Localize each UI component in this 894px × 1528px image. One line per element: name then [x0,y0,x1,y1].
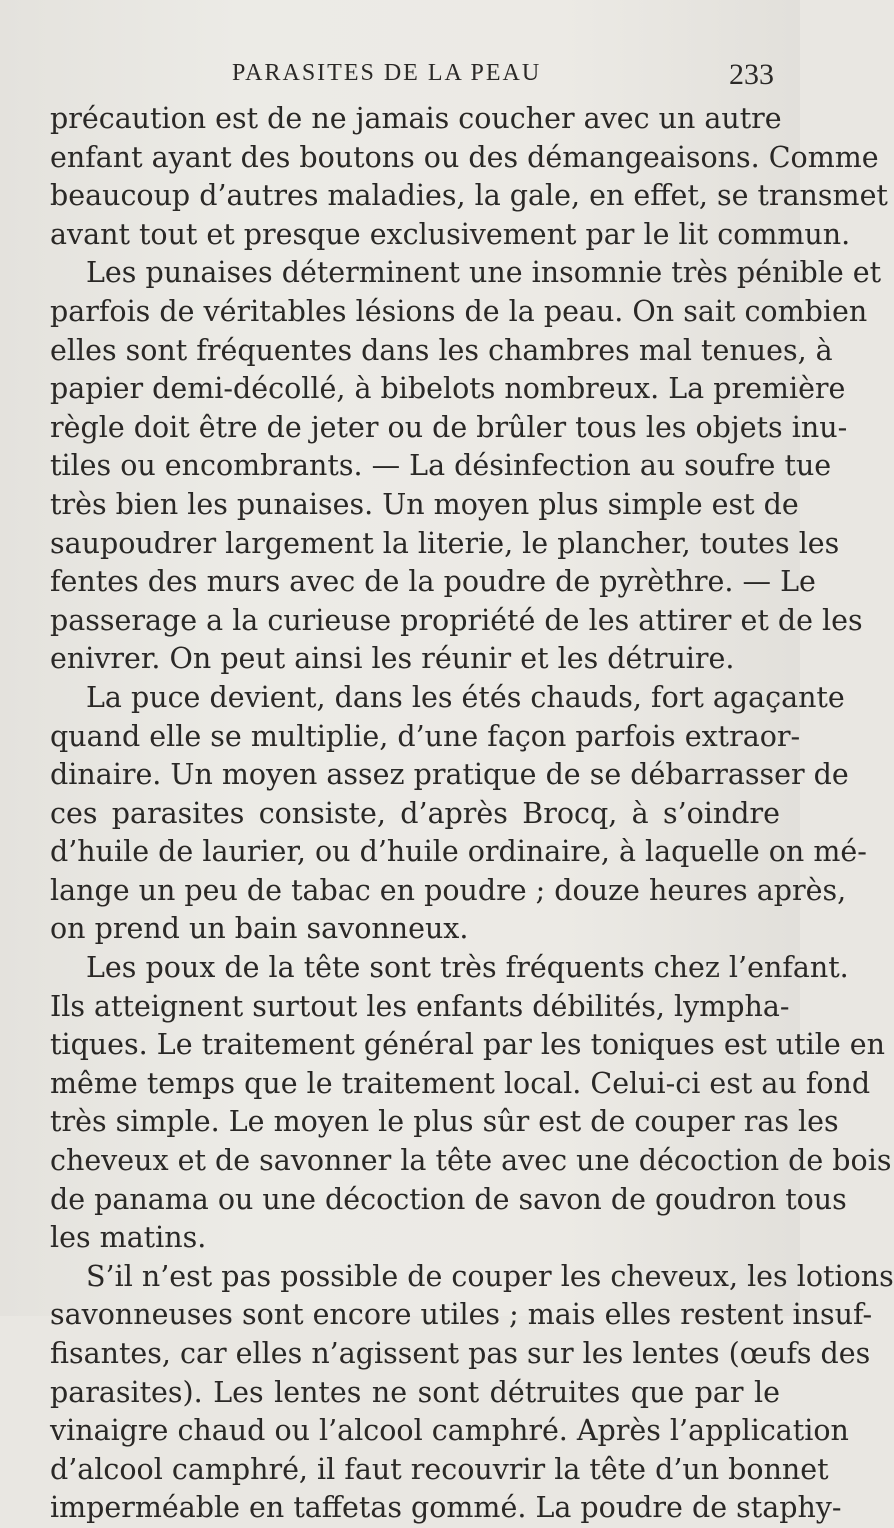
text-line: Les poux de la tête sont très fréquents chez l’enfant. [86,951,849,985]
text-line: Ils atteignent surtout les enfants débilités, lympha- [50,989,790,1023]
text-line: saupoudrer largement la literie, le plancher, toutes les [50,526,840,560]
page-header [0,60,800,96]
text-line: dinaire. Un moyen assez pratique de se débarrasser de [50,758,849,792]
text-line: de panama ou une décoction de savon de goudron tous [50,1182,847,1216]
text-line: fisantes, car elles n’agissent pas sur les lentes (œufs des [50,1337,871,1370]
text-line: lange un peu de tabac en poudre ; douze heures après, [50,873,847,907]
text-line: parasites). Les lentes ne sont détruites que par le [50,1375,780,1409]
text-line: La puce devient, dans les étés chauds, fort agaçante [86,680,845,714]
text-line: savonneuses sont encore utiles ; mais elles restent insuf- [50,1298,873,1332]
text-line: passerage a la curieuse propriété de les attirer et de les [50,603,863,637]
text-line: papier demi-décollé, à bibelots nombreux. La première [50,372,846,406]
body-text [50,100,894,1528]
text-line: tiles ou encombrants. — La désinfection au soufre tue [50,449,832,483]
text-line: précaution est de ne jamais coucher avec un autre [50,102,782,135]
text-line: enivrer. On peut ainsi les réunir et les détruire. [50,642,735,676]
text-line: vinaigre chaud ou l’alcool camphré. Après l’application [50,1414,849,1448]
text-line: tiques. Le traitement général par les toniques est utile en [50,1028,886,1062]
text-line: enfant ayant des boutons ou des démangeaisons. Comme [50,140,879,174]
page-number: 233 [729,58,774,91]
text-line: Les punaises déterminent une insomnie très pénible et [86,256,882,290]
text-line: cheveux et de savonner la tête avec une décoction de bois [50,1144,892,1178]
text-line: d’huile de laurier, ou d’huile ordinaire, à laquelle on mé- [50,835,867,869]
text-line: règle doit être de jeter ou de brûler tous les objets inu- [50,410,848,444]
text-line: S’il n’est pas possible de couper les cheveux, les lotions [86,1259,894,1293]
text-line: d’alcool camphré, il faut recouvrir la tête d’un bonnet [50,1452,829,1486]
text-line: ces parasites consiste, d’après Brocq, à s’oindre [50,796,780,830]
text-line: beaucoup d’autres maladies, la gale, en effet, se transmet [50,179,888,213]
text-line: les matins. [50,1221,207,1255]
text-line: on prend un bain savonneux. [50,912,469,946]
text-line: même temps que le traitement local. Celui-ci est au fond [50,1066,871,1100]
text-line: elles sont fréquentes dans les chambres mal tenues, à [50,333,833,367]
text-line: très bien les punaises. Un moyen plus simple est de [50,487,799,521]
text-line: parfois de véritables lésions de la peau. On sait combien [50,294,868,328]
text-line: quand elle se multiplie, d’une façon parfois extraor- [50,719,801,753]
text-line: imperméable en taffetas gommé. La poudre de staphy- [50,1491,842,1525]
text-line: très simple. Le moyen le plus sûr est de couper ras les [50,1105,839,1139]
text-line: fentes des murs avec de la poudre de pyrèthre. — Le [50,565,816,599]
text-line: avant tout et presque exclusivement par le lit commun. [50,217,851,251]
running-head: PARASITES DE LA PEAU [232,60,542,86]
